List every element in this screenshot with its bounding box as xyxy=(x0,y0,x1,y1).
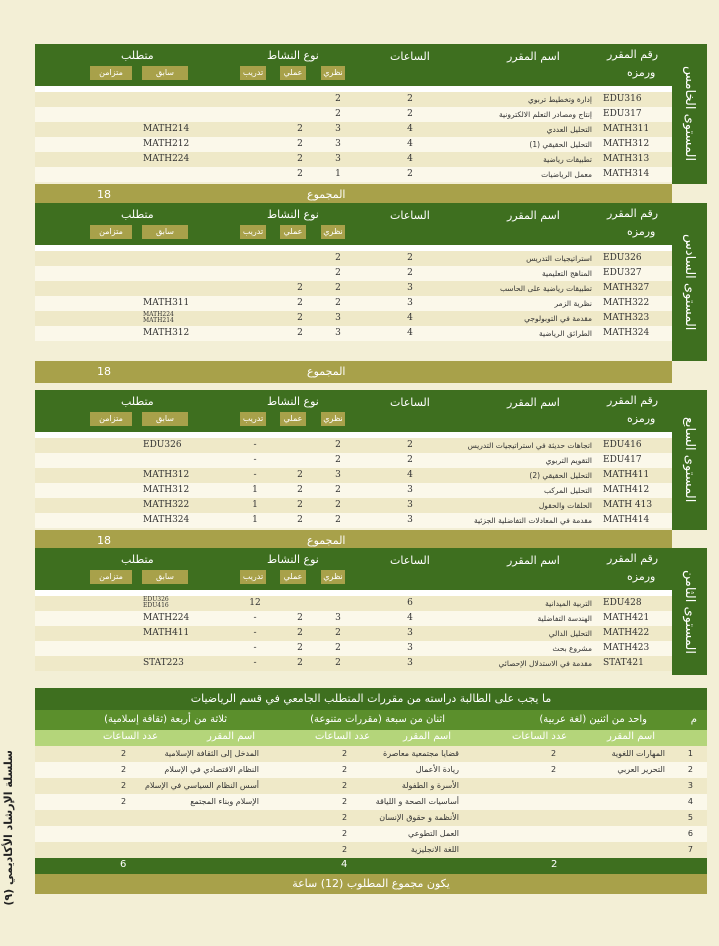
course-training: - xyxy=(253,613,257,623)
course-name: التحليل الحقيقي (1) xyxy=(529,140,592,149)
course-prereq: MATH312 xyxy=(143,470,190,480)
level-title-text: المستوى السادس xyxy=(682,233,697,331)
group3-course: الإسلام وبناء المجتمع xyxy=(190,797,259,806)
course-theory: 3 xyxy=(335,139,341,149)
course-training: 1 xyxy=(252,500,258,510)
course-row xyxy=(35,266,672,281)
concurrent-header: متزامن xyxy=(90,570,132,584)
elective-row xyxy=(35,794,707,810)
theory-header: نظري xyxy=(321,225,345,239)
course-code: EDU417 xyxy=(603,455,642,465)
course-row xyxy=(35,656,672,671)
course-theory: 2 xyxy=(335,515,341,525)
group2-course: الأنظمة و حقوق الإنسان xyxy=(379,813,459,822)
course-row xyxy=(35,453,672,468)
course-name: إدارة وتخطيط تربوي xyxy=(528,95,592,104)
course-prereq: MATH411 xyxy=(143,628,190,638)
course-practical: 2 xyxy=(297,643,303,653)
activity-header: نوع النشاط xyxy=(267,553,319,566)
practical-header: عملي xyxy=(280,225,306,239)
level-title-text: المستوى الثامن xyxy=(682,569,697,654)
course-hours: 3 xyxy=(407,283,413,293)
course-row xyxy=(35,513,672,528)
course-code: MATH313 xyxy=(603,154,650,164)
course-training: 1 xyxy=(252,485,258,495)
row-number: 7 xyxy=(687,845,693,854)
course-hours: 2 xyxy=(407,169,413,179)
course-practical: 2 xyxy=(297,515,303,525)
course-code: EDU327 xyxy=(603,268,642,278)
course-prereq: MATH224 xyxy=(143,613,190,623)
total-value: 18 xyxy=(97,534,111,547)
name-header: اسم المقرر xyxy=(507,50,560,63)
course-training: - xyxy=(253,628,257,638)
course-code: MATH421 xyxy=(603,613,650,623)
total-label: المجموع xyxy=(307,534,346,547)
course-prereq: STAT223 xyxy=(143,658,184,668)
course-row xyxy=(35,296,672,311)
course-code: MATH311 xyxy=(603,124,650,134)
course-theory: 3 xyxy=(335,613,341,623)
level-title xyxy=(672,548,707,675)
theory-header: نظري xyxy=(321,66,345,80)
course-prereq: MATH224 MATH214 xyxy=(143,311,174,324)
course-hours: 2 xyxy=(407,253,413,263)
code-header: رقم المقرر xyxy=(607,48,659,61)
electives-rows xyxy=(35,746,707,858)
level-courses xyxy=(35,86,672,182)
course-code: MATH423 xyxy=(603,643,650,653)
concurrent-header: متزامن xyxy=(90,412,132,426)
course-code: MATH312 xyxy=(603,139,650,149)
course-practical: 2 xyxy=(297,470,303,480)
course-hours: 4 xyxy=(407,154,413,164)
level-header xyxy=(35,390,672,432)
course-hours: 3 xyxy=(407,485,413,495)
code-header: رقم المقرر xyxy=(607,394,659,407)
course-code: MATH412 xyxy=(603,485,650,495)
total-value: 18 xyxy=(97,365,111,378)
group2-hours: 2 xyxy=(342,781,348,790)
course-theory: 2 xyxy=(335,643,341,653)
course-code: MATH327 xyxy=(603,283,650,293)
course-theory: 2 xyxy=(335,298,341,308)
row-number: 4 xyxy=(687,797,693,806)
previous-header: سابق xyxy=(142,66,188,80)
hours-header: الساعات xyxy=(390,396,430,409)
electives-subheader-row xyxy=(35,730,707,746)
course-name: نظرية الزمر xyxy=(554,299,592,308)
code-header: رقم المقرر xyxy=(607,207,659,220)
g3-name-header: اسم المقرر xyxy=(207,731,256,742)
course-row xyxy=(35,251,672,266)
electives-groups-row xyxy=(35,710,707,730)
course-name: التحليل الحقيقي (2) xyxy=(529,471,592,480)
electives-table xyxy=(35,688,707,894)
course-row xyxy=(35,107,672,122)
course-code: EDU428 xyxy=(603,598,642,608)
course-name: التربية الميدانية xyxy=(545,599,592,608)
course-theory: 2 xyxy=(335,628,341,638)
group1-header: واحد من اثنين (لغة عربية) xyxy=(539,714,647,725)
prereq-header: متطلب xyxy=(121,395,154,408)
level-title xyxy=(672,203,707,361)
course-training: - xyxy=(253,440,257,450)
name-header: اسم المقرر xyxy=(507,209,560,222)
course-row xyxy=(35,92,672,107)
prereq-header: متطلب xyxy=(121,553,154,566)
course-theory: 3 xyxy=(335,124,341,134)
level-title-text: المستوى الخامس xyxy=(682,66,697,162)
course-name: اتجاهات حديثة في استراتيجيات التدريس xyxy=(467,441,592,450)
course-hours: 4 xyxy=(407,613,413,623)
course-practical: 2 xyxy=(297,613,303,623)
previous-header: سابق xyxy=(142,570,188,584)
course-practical: 2 xyxy=(297,658,303,668)
name-header: اسم المقرر xyxy=(507,554,560,567)
course-hours: 4 xyxy=(407,124,413,134)
group2-hours: 2 xyxy=(342,813,348,822)
sum1: 2 xyxy=(551,859,558,870)
group3-hours: 2 xyxy=(121,781,127,790)
course-theory: 2 xyxy=(335,485,341,495)
group1-course: التحرير العربي xyxy=(617,765,665,774)
group2-hours: 2 xyxy=(342,845,348,854)
training-header: تدريب xyxy=(240,412,266,426)
course-code: MATH414 xyxy=(603,515,650,525)
course-prereq: MATH324 xyxy=(143,515,190,525)
course-row xyxy=(35,311,672,326)
practical-header: عملي xyxy=(280,66,306,80)
concurrent-header: متزامن xyxy=(90,225,132,239)
course-hours: 3 xyxy=(407,515,413,525)
course-row xyxy=(35,498,672,513)
course-name: مقدمة في التوبولوجي xyxy=(524,314,592,323)
course-row xyxy=(35,468,672,483)
course-theory: 1 xyxy=(335,169,341,179)
elective-row xyxy=(35,762,707,778)
level-courses xyxy=(35,245,672,341)
course-name: استراتيجيات التدريس xyxy=(526,254,592,263)
group3-course: المدخل إلى الثقافة الإسلامية xyxy=(164,749,259,758)
course-theory: 2 xyxy=(335,440,341,450)
course-code: MATH322 xyxy=(603,298,650,308)
activity-header: نوع النشاط xyxy=(267,49,319,62)
group1-hours: 2 xyxy=(551,765,557,774)
sum2: 4 xyxy=(341,859,348,870)
course-hours: 2 xyxy=(407,94,413,104)
course-name: مشروع بحث xyxy=(552,644,592,653)
electives-footer: يكون مجموع المطلوب (12) ساعة xyxy=(35,874,707,894)
training-header: تدريب xyxy=(240,225,266,239)
course-row xyxy=(35,611,672,626)
course-hours: 3 xyxy=(407,298,413,308)
group2-hours: 2 xyxy=(342,749,348,758)
course-prereq: MATH212 xyxy=(143,139,190,149)
group3-course: النظام الاقتصادي في الإسلام xyxy=(164,765,259,774)
prereq-header: متطلب xyxy=(121,208,154,221)
course-hours: 2 xyxy=(407,109,413,119)
group3-hours: 2 xyxy=(121,797,127,806)
course-name: التحليل المركب xyxy=(543,486,592,495)
code-header-2: ورمزه xyxy=(627,66,656,79)
course-row xyxy=(35,152,672,167)
course-row xyxy=(35,596,672,611)
row-number: 5 xyxy=(687,813,693,822)
group2-hours: 2 xyxy=(342,797,348,806)
group1-hours: 2 xyxy=(551,749,557,758)
code-header: رقم المقرر xyxy=(607,552,659,565)
theory-header: نظري xyxy=(321,412,345,426)
course-theory: 2 xyxy=(335,268,341,278)
course-theory: 2 xyxy=(335,109,341,119)
course-row xyxy=(35,438,672,453)
theory-header: نظري xyxy=(321,570,345,584)
group2-hours: 2 xyxy=(342,765,348,774)
level-title-text: المستوى السابع xyxy=(682,417,697,503)
course-code: STAT421 xyxy=(603,658,644,668)
course-code: EDU326 xyxy=(603,253,642,263)
course-row xyxy=(35,281,672,296)
course-practical: 2 xyxy=(297,169,303,179)
course-prereq: MATH311 xyxy=(143,298,190,308)
course-practical: 2 xyxy=(297,628,303,638)
g1-hours-header: عدد الساعات xyxy=(512,731,568,742)
course-theory: 2 xyxy=(335,500,341,510)
practical-header: عملي xyxy=(280,570,306,584)
course-hours: 4 xyxy=(407,313,413,323)
course-hours: 6 xyxy=(407,598,413,608)
course-code: MATH314 xyxy=(603,169,650,179)
course-code: EDU316 xyxy=(603,94,642,104)
level-title xyxy=(672,390,707,530)
course-practical: 2 xyxy=(297,283,303,293)
group3-course: أسس النظام السياسي في الإسلام xyxy=(144,781,259,790)
elective-row xyxy=(35,842,707,858)
course-hours: 2 xyxy=(407,440,413,450)
level-block xyxy=(35,390,707,552)
group3-header: ثلاثة من أربعة (ثقافة إسلامية) xyxy=(104,714,227,725)
course-row xyxy=(35,167,672,182)
course-row xyxy=(35,626,672,641)
elective-row xyxy=(35,810,707,826)
electives-sum-row xyxy=(35,858,707,874)
course-hours: 4 xyxy=(407,470,413,480)
level-total-row xyxy=(35,361,672,383)
course-hours: 2 xyxy=(407,455,413,465)
group2-course: الأسرة و الطفولة xyxy=(401,781,459,790)
course-prereq: EDU326 EDU416 xyxy=(143,596,169,609)
course-practical: 2 xyxy=(297,154,303,164)
course-code: MATH411 xyxy=(603,470,650,480)
course-name: التقويم التربوي xyxy=(545,456,592,465)
elective-row xyxy=(35,778,707,794)
course-prereq: MATH214 xyxy=(143,124,190,134)
course-row xyxy=(35,122,672,137)
level-block xyxy=(35,203,707,383)
course-name: تطبيقات رياضية على الحاسب xyxy=(499,284,592,293)
course-hours: 4 xyxy=(407,139,413,149)
course-row xyxy=(35,641,672,656)
course-row xyxy=(35,137,672,152)
activity-header: نوع النشاط xyxy=(267,395,319,408)
course-hours: 3 xyxy=(407,643,413,653)
course-theory: 3 xyxy=(335,313,341,323)
series-title: سلسلة الإرشاد الأكاديمي (٩) xyxy=(2,750,15,906)
course-row xyxy=(35,326,672,341)
course-practical: 2 xyxy=(297,500,303,510)
num-header: م xyxy=(690,714,697,725)
course-code: EDU317 xyxy=(603,109,642,119)
course-prereq: MATH312 xyxy=(143,485,190,495)
course-theory: 2 xyxy=(335,94,341,104)
course-hours: 3 xyxy=(407,628,413,638)
course-practical: 2 xyxy=(297,298,303,308)
total-label: المجموع xyxy=(307,365,346,378)
course-prereq: MATH312 xyxy=(143,328,190,338)
course-name: مقدمة في المعادلات التفاضلية الجزئية xyxy=(473,516,592,525)
practical-header: عملي xyxy=(280,412,306,426)
course-name: الحلقات والحقول xyxy=(538,501,592,510)
group2-course: قضايا مجتمعية معاصرة xyxy=(383,749,459,758)
course-theory: 2 xyxy=(335,283,341,293)
group2-header: اثنان من سبعة (مقررات متنوعة) xyxy=(310,714,445,725)
course-training: - xyxy=(253,643,257,653)
course-theory: 2 xyxy=(335,455,341,465)
level-courses xyxy=(35,432,672,528)
course-training: 1 xyxy=(252,515,258,525)
course-theory: 3 xyxy=(335,154,341,164)
course-training: - xyxy=(253,455,257,465)
level-header xyxy=(35,203,672,245)
course-prereq: MATH322 xyxy=(143,500,190,510)
course-name: معمل الرياضيات xyxy=(541,170,592,179)
electives-title: ما يجب على الطالبة دراسته من مقررات المتطلب الجامعي في قسم الرياضيات xyxy=(35,688,707,710)
course-training: - xyxy=(253,470,257,480)
course-code: EDU416 xyxy=(603,440,642,450)
hours-header: الساعات xyxy=(390,209,430,222)
course-row xyxy=(35,483,672,498)
course-name: التحليل الدالي xyxy=(548,629,592,638)
previous-header: سابق xyxy=(142,225,188,239)
course-name: الطرائق الرياضية xyxy=(538,329,592,338)
g2-name-header: اسم المقرر xyxy=(403,731,452,742)
hours-header: الساعات xyxy=(390,554,430,567)
group2-hours: 2 xyxy=(342,829,348,838)
course-name: التحليل العددي xyxy=(546,125,592,134)
group1-course: المهارات اللغوية xyxy=(611,749,665,758)
total-label: المجموع xyxy=(307,188,346,201)
course-prereq: EDU326 xyxy=(143,440,182,450)
course-name: مقدمة في الاستدلال الإحصائي xyxy=(498,659,592,668)
course-theory: 2 xyxy=(335,253,341,263)
course-hours: 3 xyxy=(407,500,413,510)
training-header: تدريب xyxy=(240,66,266,80)
course-code: MATH324 xyxy=(603,328,650,338)
course-name: تطبيقات رياضية xyxy=(543,155,592,164)
level-block xyxy=(35,548,707,671)
course-practical: 2 xyxy=(297,313,303,323)
course-hours: 2 xyxy=(407,268,413,278)
course-hours: 4 xyxy=(407,328,413,338)
activity-header: نوع النشاط xyxy=(267,208,319,221)
course-name: الهندسة التفاضلية xyxy=(537,614,592,623)
previous-header: سابق xyxy=(142,412,188,426)
course-theory: 3 xyxy=(335,328,341,338)
course-practical: 2 xyxy=(297,485,303,495)
g2-hours-header: عدد الساعات xyxy=(315,731,371,742)
hours-header: الساعات xyxy=(390,50,430,63)
course-code: MATH 413 xyxy=(603,500,653,510)
level-title xyxy=(672,44,707,184)
total-value: 18 xyxy=(97,188,111,201)
training-header: تدريب xyxy=(240,570,266,584)
level-header xyxy=(35,44,672,86)
course-practical: 2 xyxy=(297,139,303,149)
course-practical: 2 xyxy=(297,328,303,338)
course-theory: 3 xyxy=(335,470,341,480)
course-theory: 2 xyxy=(335,658,341,668)
level-header xyxy=(35,548,672,590)
group2-course: العمل التطوعي xyxy=(408,829,459,838)
course-name: إنتاج ومصادر التعلم الالكترونية xyxy=(498,110,592,119)
code-header-2: ورمزه xyxy=(627,225,656,238)
course-practical: 2 xyxy=(297,124,303,134)
elective-row xyxy=(35,826,707,842)
course-code: MATH323 xyxy=(603,313,650,323)
row-number: 3 xyxy=(687,781,693,790)
course-training: - xyxy=(253,658,257,668)
name-header: اسم المقرر xyxy=(507,396,560,409)
level-block xyxy=(35,44,707,206)
g3-hours-header: عدد الساعات xyxy=(103,731,159,742)
row-number: 2 xyxy=(687,765,693,774)
elective-row xyxy=(35,746,707,762)
concurrent-header: متزامن xyxy=(90,66,132,80)
group2-course: أساسيات الصحة و اللياقة xyxy=(375,797,459,806)
group2-course: اللغة الانجليزية xyxy=(410,845,459,854)
course-code: MATH422 xyxy=(603,628,650,638)
course-training: 12 xyxy=(249,598,261,608)
g1-name-header: اسم المقرر xyxy=(607,731,656,742)
row-number: 6 xyxy=(687,829,693,838)
level-courses xyxy=(35,590,672,671)
group3-hours: 2 xyxy=(121,749,127,758)
row-number: 1 xyxy=(687,749,693,758)
code-header-2: ورمزه xyxy=(627,412,656,425)
course-prereq: MATH224 xyxy=(143,154,190,164)
group3-hours: 2 xyxy=(121,765,127,774)
course-hours: 3 xyxy=(407,658,413,668)
group2-course: ريادة الأعمال xyxy=(415,765,459,774)
sum3: 6 xyxy=(120,859,127,870)
code-header-2: ورمزه xyxy=(627,570,656,583)
course-name: المناهج التعليمية xyxy=(541,269,592,278)
prereq-header: متطلب xyxy=(121,49,154,62)
